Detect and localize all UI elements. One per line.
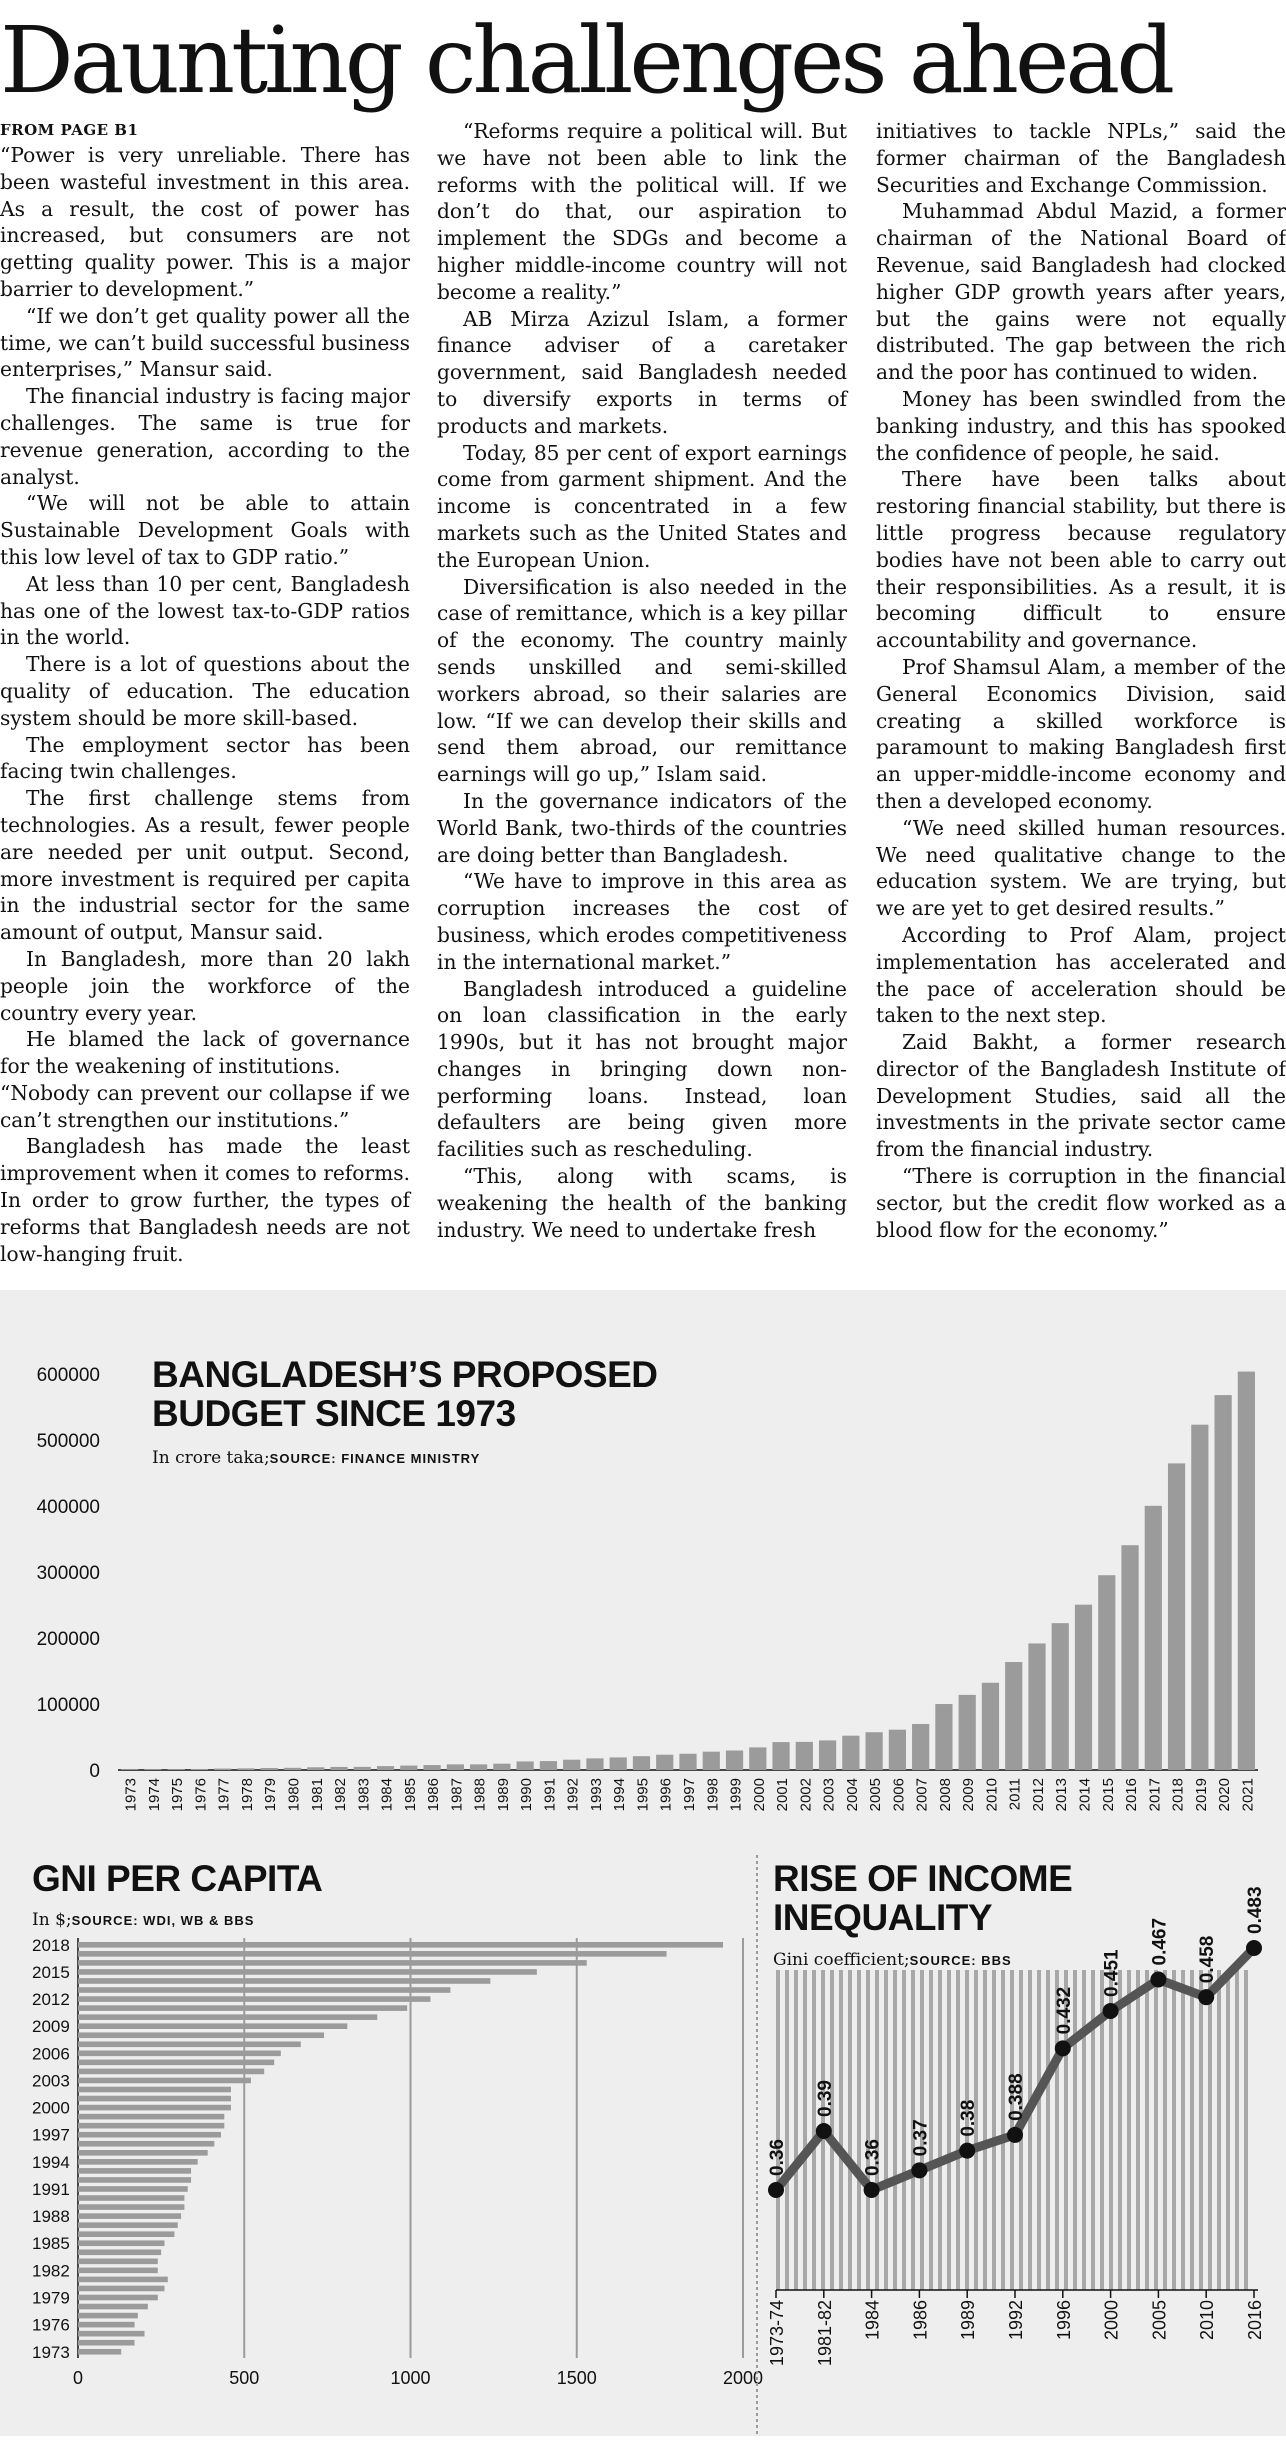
gni-subtitle-text: In $; [32, 1910, 72, 1930]
gini-value-label: 0.467 [1149, 1917, 1171, 1966]
gini-xtick-label: 2016 [1245, 2300, 1265, 2341]
budget-title-line2: BUDGET SINCE 1973 [152, 1392, 516, 1434]
gini-xtick-label: 1996 [1053, 2300, 1074, 2341]
gini-value-label: 0.483 [1245, 1886, 1266, 1934]
gini-value-label: 0.388 [1006, 2073, 1027, 2121]
gini-point [1007, 2127, 1023, 2143]
gini-point [1103, 2003, 1119, 2019]
paragraph: Muhammad Abdul Mazid, a former chairman of the National Board of Revenue, said Bangladesh had clocked higher GDP growth years after years, but the gains were not equally distributed. The gap between the rich and the poor has continued to widen. [876, 199, 1286, 385]
gni-ytick-label: 1985 [32, 2234, 70, 2254]
gni-ytick-label: 2009 [32, 2017, 70, 2037]
budget-xtick-label: 2019 [1192, 1778, 1210, 1812]
paragraph: “There is corruption in the financial sector, but the credit flow worked as a blood flow for the economy.” [876, 1164, 1286, 1242]
paragraph: In the governance indicators of the World Bank, two-thirds of the countries are doing better than Bangladesh. [437, 788, 847, 867]
budget-xtick-label: 2009 [960, 1778, 978, 1812]
gni-ytick-label: 2015 [32, 1962, 70, 1982]
budget-xtick-label: 2006 [890, 1778, 908, 1812]
budget-xtick-label: 1991 [541, 1778, 559, 1812]
gni-ytick-label: 1979 [32, 2288, 70, 2308]
budget-xtick-label: 1986 [425, 1778, 443, 1812]
budget-xtick-label: 1982 [332, 1778, 350, 1812]
paragraph: initiatives to tackle NPLs,” said the former chairman of the Bangladesh Securities and Exchange Commission. [876, 119, 1286, 197]
paragraph: “Power is very unreliable. There has been wasteful investment in this area. As a result, the cost of power has increased, but consumers are not getting quality power. This is a major barrier to development.” [0, 143, 410, 301]
gini-value-label: 0.451 [1101, 1949, 1123, 1997]
gini-value-label: 0.37 [910, 2119, 932, 2157]
paragraph: Zaid Bakht, a former research director of the Bangladesh Institute of Development Studies, said all the investments in the private sector came from the financial industry. [876, 1030, 1286, 1162]
gini-value-label: 0.458 [1197, 1935, 1219, 1984]
paragraph: “Nobody can prevent our collapse if we can’t strengthen our institutions.” [0, 1080, 410, 1132]
gini-point [864, 2182, 880, 2198]
budget-xtick-label: 2018 [1169, 1778, 1187, 1812]
gni-ytick-label: 2006 [32, 2044, 70, 2064]
charts-panel [0, 1290, 1286, 2436]
paragraph: The financial industry is facing major challenges. The same is true for revenue generation, according to the analyst. [0, 384, 410, 489]
gni-source: SOURCE: WDI, WB & BBS [71, 1913, 255, 1928]
budget-xtick-label: 1984 [378, 1778, 396, 1812]
gini-xtick-label: 2000 [1101, 2300, 1122, 2341]
gini-title-line2: INEQUALITY [773, 1896, 993, 1938]
gni-ytick-label: 1973 [32, 2342, 70, 2362]
gini-xtick-label: 2010 [1197, 2300, 1218, 2341]
budget-xtick-label: 1993 [587, 1778, 605, 1812]
gini-value-label: 0.38 [958, 2099, 980, 2137]
paragraph: According to Prof Alam, project implementation has accelerated and the pace of acceleration should be taken to the next step. [876, 922, 1286, 1028]
budget-xtick-label: 1990 [518, 1778, 536, 1812]
budget-xtick-label: 1973 [122, 1778, 140, 1812]
gni-xtick-label: 500 [229, 2368, 260, 2388]
gni-ytick-label: 1982 [32, 2261, 70, 2281]
paragraph: At less than 10 per cent, Bangladesh has one of the lowest tax-to-GDP ratios in the world. [0, 571, 410, 650]
budget-xtick-label: 1985 [401, 1778, 419, 1812]
paragraph: AB Mirza Azizul Islam, a former finance adviser of a caretaker government, said Bangladesh needed to diversify exports in terms of products and markets. [437, 306, 847, 438]
budget-xtick-label: 1979 [262, 1778, 280, 1812]
from-page-label: FROM PAGE B1 [0, 121, 139, 139]
budget-xtick-label: 2012 [1029, 1778, 1047, 1812]
gini-value-label: 0.39 [814, 2079, 836, 2117]
budget-xtick-label: 2016 [1123, 1778, 1141, 1812]
budget-xtick-label: 1975 [169, 1778, 187, 1812]
budget-source: SOURCE: FINANCE MINISTRY [269, 1451, 481, 1466]
budget-xtick-label: 1995 [634, 1778, 652, 1812]
paragraph: “Reforms require a political will. But we have not been able to link the reforms with the political will. If we don’t do that, our aspiration to implement the SDGs and become a higher middle-income country will not become a reality.” [437, 119, 847, 304]
gini-xtick-label: 1973-74 [767, 2300, 787, 2367]
budget-ytick-label: 400000 [36, 1497, 100, 1518]
gni-ytick-label: 2000 [32, 2098, 70, 2118]
budget-xtick-label: 2002 [797, 1778, 815, 1812]
paragraph: There is a lot of questions about the quality of education. The education system should be more skill-based. [0, 652, 410, 730]
gini-xtick-label: 1989 [958, 2300, 979, 2341]
paragraph: Diversification is also needed in the case of remittance, which is a key pillar of the economy. The country mainly sends unskilled and semi-skilled workers abroad, so their salaries are low. “If we can develop their skills and send them abroad, our remittance earnings will go up,” Islam said. [437, 574, 847, 787]
gni-xtick-label: 1000 [390, 2368, 431, 2388]
gini-xtick-label: 1986 [910, 2300, 931, 2341]
gini-point [816, 2123, 832, 2139]
budget-xtick-label: 2007 [913, 1778, 931, 1812]
article-column-2 [437, 118, 847, 1243]
gini-point [1150, 1971, 1166, 1987]
budget-xtick-label: 1989 [494, 1778, 512, 1812]
budget-xtick-label: 1974 [145, 1778, 163, 1812]
budget-ytick-label: 500000 [36, 1431, 100, 1452]
gni-ytick-label: 1991 [32, 2179, 70, 2199]
gini-xtick-label: 1984 [862, 2300, 883, 2341]
gini-point [768, 2182, 784, 2198]
budget-xtick-label: 1992 [564, 1778, 582, 1812]
gni-xtick-label: 2000 [722, 2368, 764, 2388]
budget-xtick-label: 2014 [1076, 1778, 1094, 1812]
budget-xtick-label: 1976 [192, 1778, 210, 1812]
gini-value-label: 0.36 [862, 2139, 884, 2176]
budget-title-line1: BANGLADESH’S PROPOSED [152, 1354, 658, 1395]
paragraph: Bangladesh has made the least improvement when it comes to reforms. In order to grow further, the types of reforms that Bangladesh needs are not low-hanging fruit. [0, 1134, 410, 1266]
paragraph: He blamed the lack of governance for the weakening of institutions. [0, 1027, 410, 1079]
paragraph: “This, along with scams, is weakening the health of the banking industry. We need to undertake fresh [437, 1164, 847, 1242]
budget-xtick-label: 1987 [448, 1778, 466, 1812]
budget-ytick-label: 600000 [36, 1365, 100, 1386]
budget-xtick-label: 2020 [1216, 1778, 1234, 1812]
gni-ytick-label: 1976 [32, 2315, 70, 2335]
article-column-3 [876, 118, 1286, 1243]
budget-xtick-label: 1988 [471, 1778, 489, 1812]
gini-chart [0, 1290, 1286, 2436]
budget-xtick-label: 2001 [774, 1778, 792, 1812]
gni-ytick-label: 2012 [32, 1990, 70, 2010]
gini-value-label: 0.36 [767, 2139, 788, 2176]
budget-xtick-label: 1980 [285, 1778, 303, 1812]
budget-xtick-label: 1981 [308, 1778, 326, 1812]
gini-value-label: 0.432 [1053, 1986, 1075, 2035]
budget-xtick-label: 2017 [1146, 1778, 1164, 1812]
gini-point [959, 2143, 975, 2159]
gini-xtick-label: 1981-82 [814, 2300, 835, 2367]
budget-xtick-label: 1996 [657, 1778, 675, 1812]
budget-xtick-label: 1994 [611, 1778, 629, 1812]
budget-xtick-label: 2004 [843, 1778, 861, 1812]
budget-xtick-label: 2015 [1099, 1778, 1117, 1812]
budget-ytick-label: 300000 [36, 1563, 100, 1584]
gini-title-line1: RISE OF INCOME [773, 1858, 1073, 1899]
paragraph: In Bangladesh, more than 20 lakh people join the workforce of the country every year. [0, 946, 410, 1025]
budget-xtick-label: 1977 [215, 1778, 233, 1812]
article-column-1 [0, 118, 410, 1267]
paragraph: Prof Shamsul Alam, a member of the General Economics Division, said creating a skilled workforce is paramount to making Bangladesh first an upper-middle-income economy and then a developed economy. [876, 654, 1286, 813]
budget-xtick-label: 1997 [681, 1778, 698, 1812]
gni-ytick-label: 1997 [32, 2125, 70, 2145]
gini-xtick-label: 2005 [1149, 2300, 1170, 2341]
paragraph: “If we don’t get quality power all the time, we can’t build successful business enterprises,” Mansur said. [0, 303, 410, 382]
gini-point [911, 2162, 927, 2178]
budget-xtick-label: 1999 [727, 1778, 745, 1812]
budget-ytick-label: 200000 [36, 1629, 100, 1650]
budget-ytick-label: 100000 [36, 1695, 100, 1716]
paragraph: The first challenge stems from technologies. As a result, fewer people are needed per unit output. Second, more investment is required per capita in the industrial sector for the same amount of output, Mansur said. [0, 786, 410, 945]
budget-xtick-label: 2010 [983, 1778, 1001, 1812]
gini-source: SOURCE: BBS [909, 1953, 1012, 1968]
budget-subtitle-text: In crore taka; [152, 1448, 270, 1468]
budget-xtick-label: 2003 [820, 1778, 838, 1812]
paragraph: “We will not be able to attain Sustainable Development Goals with this low level of tax to GDP ratio.” [0, 491, 410, 569]
gni-ytick-label: 1994 [32, 2152, 70, 2172]
gni-chart-title: GNI PER CAPITA [32, 1858, 323, 1899]
paragraph: “We need skilled human resources. We need qualitative change to the education system. We are trying, but we are yet to get desired results.” [876, 815, 1286, 921]
budget-xtick-label: 1998 [704, 1778, 722, 1812]
budget-xtick-label: 2013 [1053, 1778, 1071, 1812]
paragraph: The employment sector has been facing twin challenges. [0, 732, 410, 784]
gini-point [1246, 1940, 1262, 1956]
budget-xtick-label: 2005 [867, 1778, 885, 1812]
gini-point [1055, 2040, 1071, 2056]
gni-ytick-label: 2018 [32, 1935, 70, 1955]
paragraph: Bangladesh introduced a guideline on loan classification in the early 1990s, but it has not brought major changes in bringing down non-performing loans. Instead, loan defaulters are being given more facilities such as rescheduling. [437, 976, 847, 1162]
budget-xtick-label: 1983 [355, 1778, 373, 1812]
budget-ytick-label: 0 [89, 1761, 100, 1782]
gni-xtick-label: 1500 [556, 2368, 597, 2388]
paragraph: Today, 85 per cent of export earnings come from garment shipment. And the income is concentrated in a few markets such as the United States and the European Union. [437, 440, 847, 572]
paragraph: Money has been swindled from the banking industry, and this has spooked the confidence of people, he said. [876, 386, 1286, 465]
headline: Daunting challenges ahead [0, 7, 1172, 114]
gni-ytick-label: 2003 [32, 2071, 70, 2091]
budget-xtick-label: 2011 [1006, 1778, 1024, 1811]
budget-xtick-label: 2008 [936, 1778, 954, 1812]
paragraph: “We have to improve in this area as corruption increases the cost of business, which erodes competitiveness in the international market.” [437, 869, 847, 974]
budget-xtick-label: 1978 [238, 1778, 256, 1812]
budget-xtick-label: 2000 [750, 1778, 768, 1812]
gini-subtitle-text: Gini coefficient; [773, 1950, 910, 1970]
budget-xtick-label: 2021 [1239, 1778, 1257, 1812]
gini-point [1198, 1989, 1214, 2005]
gni-ytick-label: 1988 [32, 2207, 70, 2227]
gini-xtick-label: 1992 [1006, 2300, 1026, 2341]
gni-xtick-label: 0 [72, 2368, 84, 2388]
paragraph: There have been talks about restoring financial stability, but there is little progress because regulatory bodies have not been able to carry out their responsibilities. As a result, it is becoming difficult to ensure accountability and governance. [876, 467, 1286, 653]
